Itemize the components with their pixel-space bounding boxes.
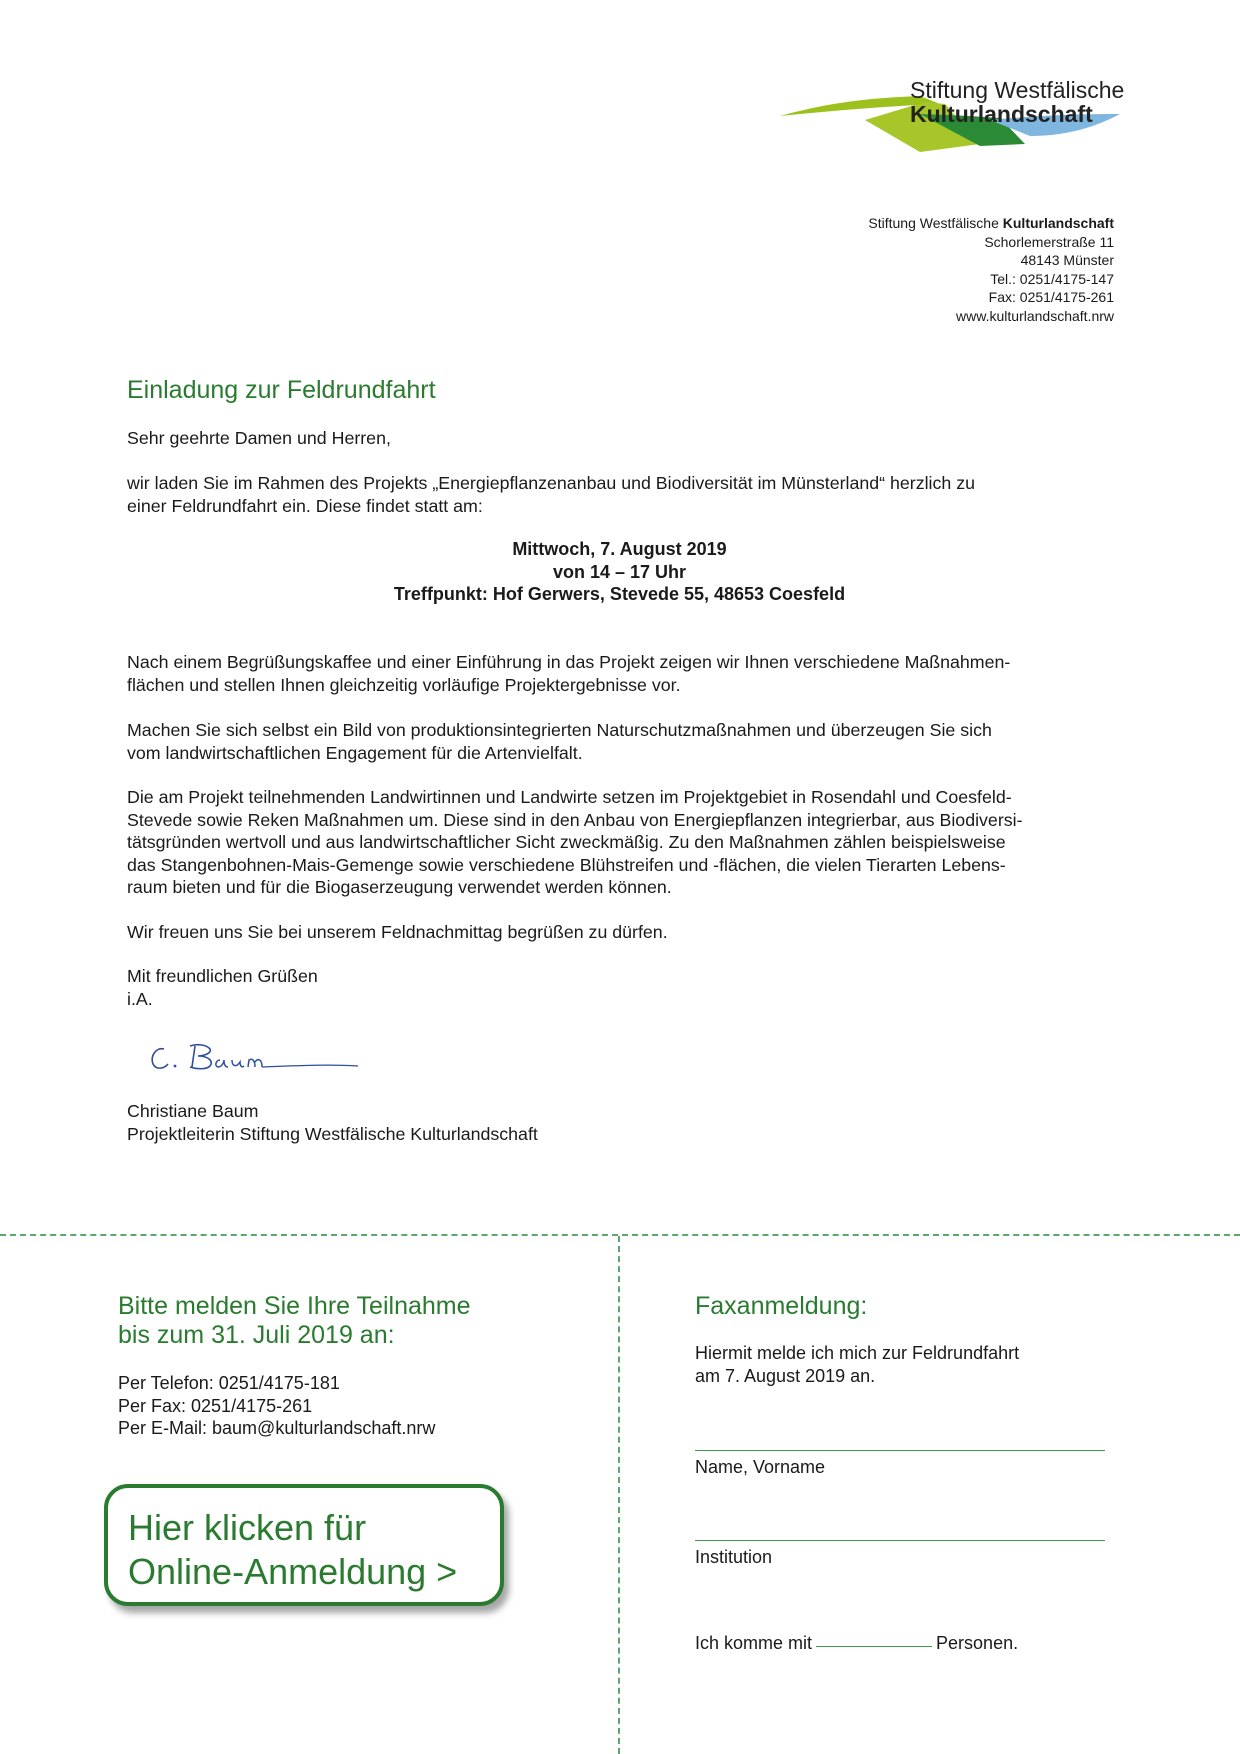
name-field-line[interactable]	[695, 1450, 1105, 1451]
intro-line: einer Feldrundfahrt ein. Diese findet statt am:	[127, 495, 483, 516]
paragraph-4	[127, 921, 1117, 944]
signer-role: Projektleiterin Stiftung Westfälische Kulturlandschaft	[127, 1123, 538, 1144]
paragraph-line: das Stangenbohnen-Mais-Gemenge sowie verschiedene Blühstreifen und -flächen, die vielen Tierarten Lebens-	[127, 854, 1006, 875]
salutation-text: Sehr geehrte Damen und Herren,	[127, 428, 391, 448]
closing-line: i.A.	[127, 988, 153, 1009]
paragraph-line: Wir freuen uns Sie bei unserem Feldnachmittag begrüßen zu dürfen.	[127, 922, 668, 942]
institution-field-label: Institution	[695, 1547, 773, 1567]
contact-phone: Per Telefon: 0251/4175-181	[118, 1373, 340, 1393]
fax-heading: Faxanmeldung:	[695, 1292, 868, 1320]
paragraph-line: Nach einem Begrüßungskaffee und einer Einführung in das Projekt zeigen wir Ihnen verschiedene Maßnahmen-	[127, 652, 1011, 672]
logo-line-1: Stiftung Westfälische	[910, 77, 1125, 103]
online-button-line-1: Hier klicken für	[128, 1507, 367, 1548]
reply-heading-line: Bitte melden Sie Ihre Teilnahme	[118, 1292, 471, 1320]
persons-suffix: Personen.	[936, 1633, 1019, 1653]
intro-paragraph	[127, 472, 1117, 517]
paragraph-line: Stevede sowie Reken Maßnahmen um. Diese sind in den Anbau von Energiepflanzen integrierbar, aus Biodiversi-	[127, 809, 1023, 830]
contact-fax: Per Fax: 0251/4175-261	[118, 1395, 313, 1416]
fax-intro-line: Hiermit melde ich mich zur Feldrundfahrt	[695, 1343, 1020, 1363]
signer	[127, 1100, 1117, 1145]
event-details	[127, 538, 1112, 606]
intro-line: wir laden Sie im Rahmen des Projekts „Energiepflanzenanbau und Biodiversität im Münsterland“ herzlich zu	[127, 473, 975, 493]
paragraph-line: Die am Projekt teilnehmenden Landwirtinnen und Landwirte setzen im Projektgebiet in Rosendahl und Coesfeld-	[127, 787, 1012, 807]
paragraph-line: tätsgründen wertvoll und aus landwirtschaftlicher Sicht zweckmäßig. Zu den Maßnahmen zählen beispielsweise	[127, 832, 1006, 852]
logo-line-2: Kulturlandschaft	[910, 101, 1093, 127]
vertical-cut-line	[618, 1236, 620, 1754]
paragraph-2	[127, 719, 1117, 764]
event-time: von 14 – 17 Uhr	[552, 561, 687, 582]
name-field-label: Name, Vorname	[695, 1457, 826, 1477]
sender-fax: Fax: 0251/4175-261	[988, 289, 1114, 306]
fax-intro	[695, 1342, 1019, 1387]
event-date: Mittwoch, 7. August 2019	[512, 539, 727, 559]
sender-org-prefix: Stiftung Westfälische	[868, 215, 1003, 231]
paragraph-line: raum bieten und für die Biogaserzeugung verwendet werden können.	[127, 877, 672, 897]
logo-wordmark	[910, 78, 1124, 126]
institution-field-line[interactable]	[695, 1540, 1105, 1541]
sender-org-bold: Kulturlandschaft	[1002, 215, 1114, 231]
closing-line: Mit freundlichen Grüßen	[127, 966, 318, 986]
persons-count-field[interactable]	[816, 1632, 932, 1647]
horizontal-cut-line	[0, 1234, 1240, 1236]
online-registration-button[interactable]	[104, 1484, 504, 1606]
closing	[127, 965, 1117, 1010]
salutation	[127, 427, 1117, 450]
paragraph-1	[127, 651, 1117, 696]
paragraph-line: flächen und stellen Ihnen gleichzeitig vorläufige Projektergebnisse vor.	[127, 674, 681, 695]
sender-org	[868, 214, 1114, 233]
contact-options	[118, 1372, 435, 1440]
paragraph-line: Machen Sie sich selbst ein Bild von produktionsintegrierten Naturschutzmaßnahmen und überzeugen Sie sich	[127, 720, 992, 740]
paragraph-3	[127, 786, 1117, 899]
sender-city: 48143 Münster	[1020, 252, 1114, 269]
paragraph-line: vom landwirtschaftlichen Engagement für die Artenvielfalt.	[127, 742, 583, 763]
sender-address	[868, 214, 1114, 326]
reply-heading	[118, 1292, 471, 1350]
reply-heading-line: bis zum 31. Juli 2019 an:	[118, 1321, 395, 1349]
fax-intro-line: am 7. August 2019 an.	[695, 1365, 876, 1386]
persons-row	[695, 1632, 1018, 1654]
sender-tel: Tel.: 0251/4175-147	[990, 270, 1114, 287]
sender-street: Schorlemerstraße 11	[984, 233, 1114, 250]
handwritten-signature	[148, 1036, 368, 1078]
letter-title: Einladung zur Feldrundfahrt	[127, 376, 436, 404]
persons-prefix: Ich komme mit	[695, 1633, 813, 1653]
online-button-line-2: Online-Anmeldung >	[128, 1551, 458, 1592]
signer-name: Christiane Baum	[127, 1101, 259, 1121]
sender-web: www.kulturlandschaft.nrw	[956, 307, 1114, 324]
event-place: Treffpunkt: Hof Gerwers, Stevede 55, 48653 Coesfeld	[393, 584, 846, 604]
contact-email[interactable]: Per E-Mail: baum@kulturlandschaft.nrw	[118, 1418, 436, 1438]
